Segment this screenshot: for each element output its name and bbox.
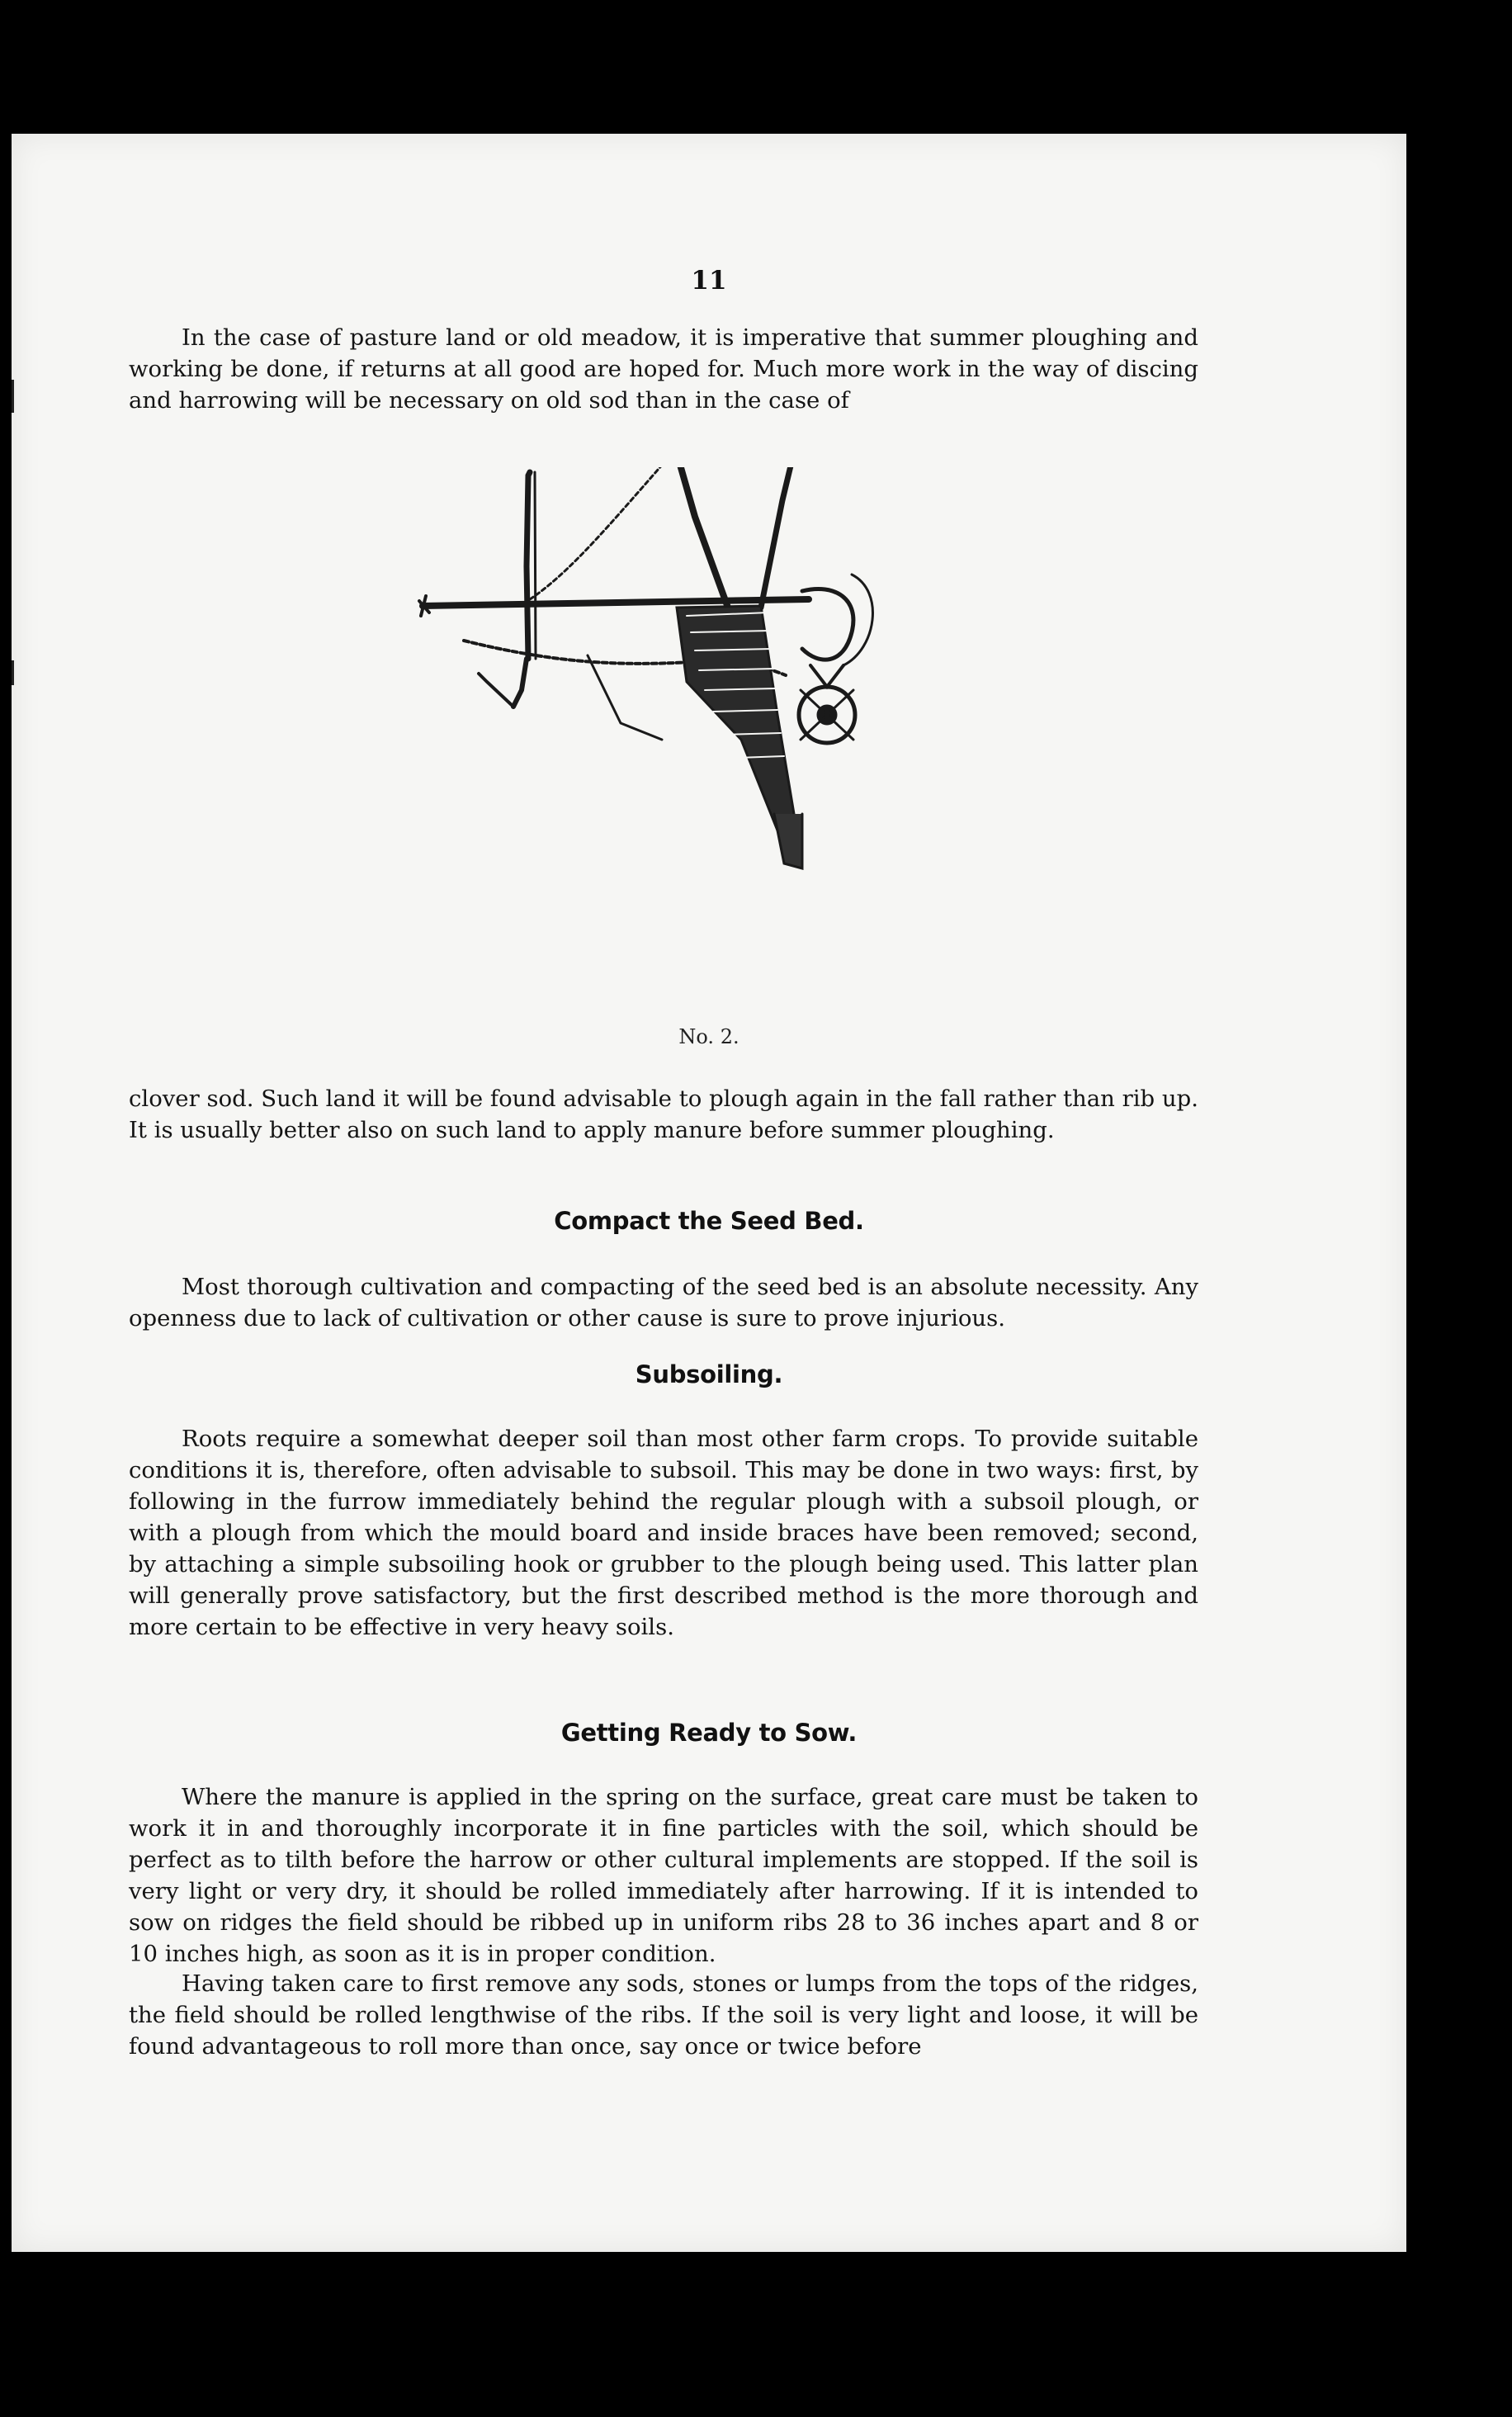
page-number: 11 [691, 266, 727, 296]
heading-compact-seed-bed: Compact the Seed Bed. [554, 1207, 864, 1235]
paragraph-subsoiling: Roots require a somewhat deeper soil than most other farm crops. To provide suitable conditions it is, therefore, often advisable to subsoil. This may be done in two ways: first, by following in the furrow immediately behind the regular plough with a subsoil plough, or with a plough from which the mould board and inside braces have been removed; second, by attaching a simple subsoiling hook or grubber to the plough being used. This latter plan will generally prove satisfactory, but the first described method is the more thorough and more certain to be effective in very heavy soils. [129, 1426, 1198, 1640]
heading-subsoiling: Subsoiling. [635, 1360, 783, 1388]
figure-caption: No. 2. [678, 1025, 739, 1048]
paragraph-compact-seed-bed: Most thorough cultivation and compacting of the seed bed is an absolute necessity. Any openness due to lack of cultivation or other cause is sure to prove injurious. [129, 1274, 1198, 1331]
paragraph-manure-applied: Where the manure is applied in the spring on the surface, great care must be taken to work it in and thoroughly incorporate it in fine particles with the soil, which should be perfect as to tilth before the harrow or other cultural implements are stopped. If the soil is very light or very dry, it should be rolled immediately after harrowing. If it is intended to sow on ridges the field should be ribbed up in uniform ribs 28 to 36 inches apart and 8 or 10 inches high, as soon as it is in proper condition. [129, 1784, 1198, 1967]
paragraph-remove-sods: Having taken care to first remove any sods, stones or lumps from the tops of the ridges, the field should be rolled lengthwise of the ribs. If the soil is very light and loose, it will be found advantageous to roll more than once, say once or twice before [129, 1970, 1198, 2060]
scan-edge-mark [12, 660, 14, 685]
subsoil-plough-illustration [414, 467, 910, 996]
scan-edge-mark [12, 380, 14, 413]
heading-getting-ready-to-sow: Getting Ready to Sow. [560, 1719, 858, 1747]
paragraph-clover-sod: clover sod. Such land it will be found advisable to plough again in the fall rather than rib up. It is usually better also on such land to apply manure before summer ploughing. [129, 1086, 1198, 1143]
document-page [12, 134, 1406, 2252]
paragraph-pasture-land: In the case of pasture land or old meadow, it is imperative that summer ploughing and working be done, if returns at all good are hoped for. Much more work in the way of discing and harrowing will be necessary on old sod than in the case of [129, 324, 1198, 414]
plough-figure [414, 467, 910, 996]
